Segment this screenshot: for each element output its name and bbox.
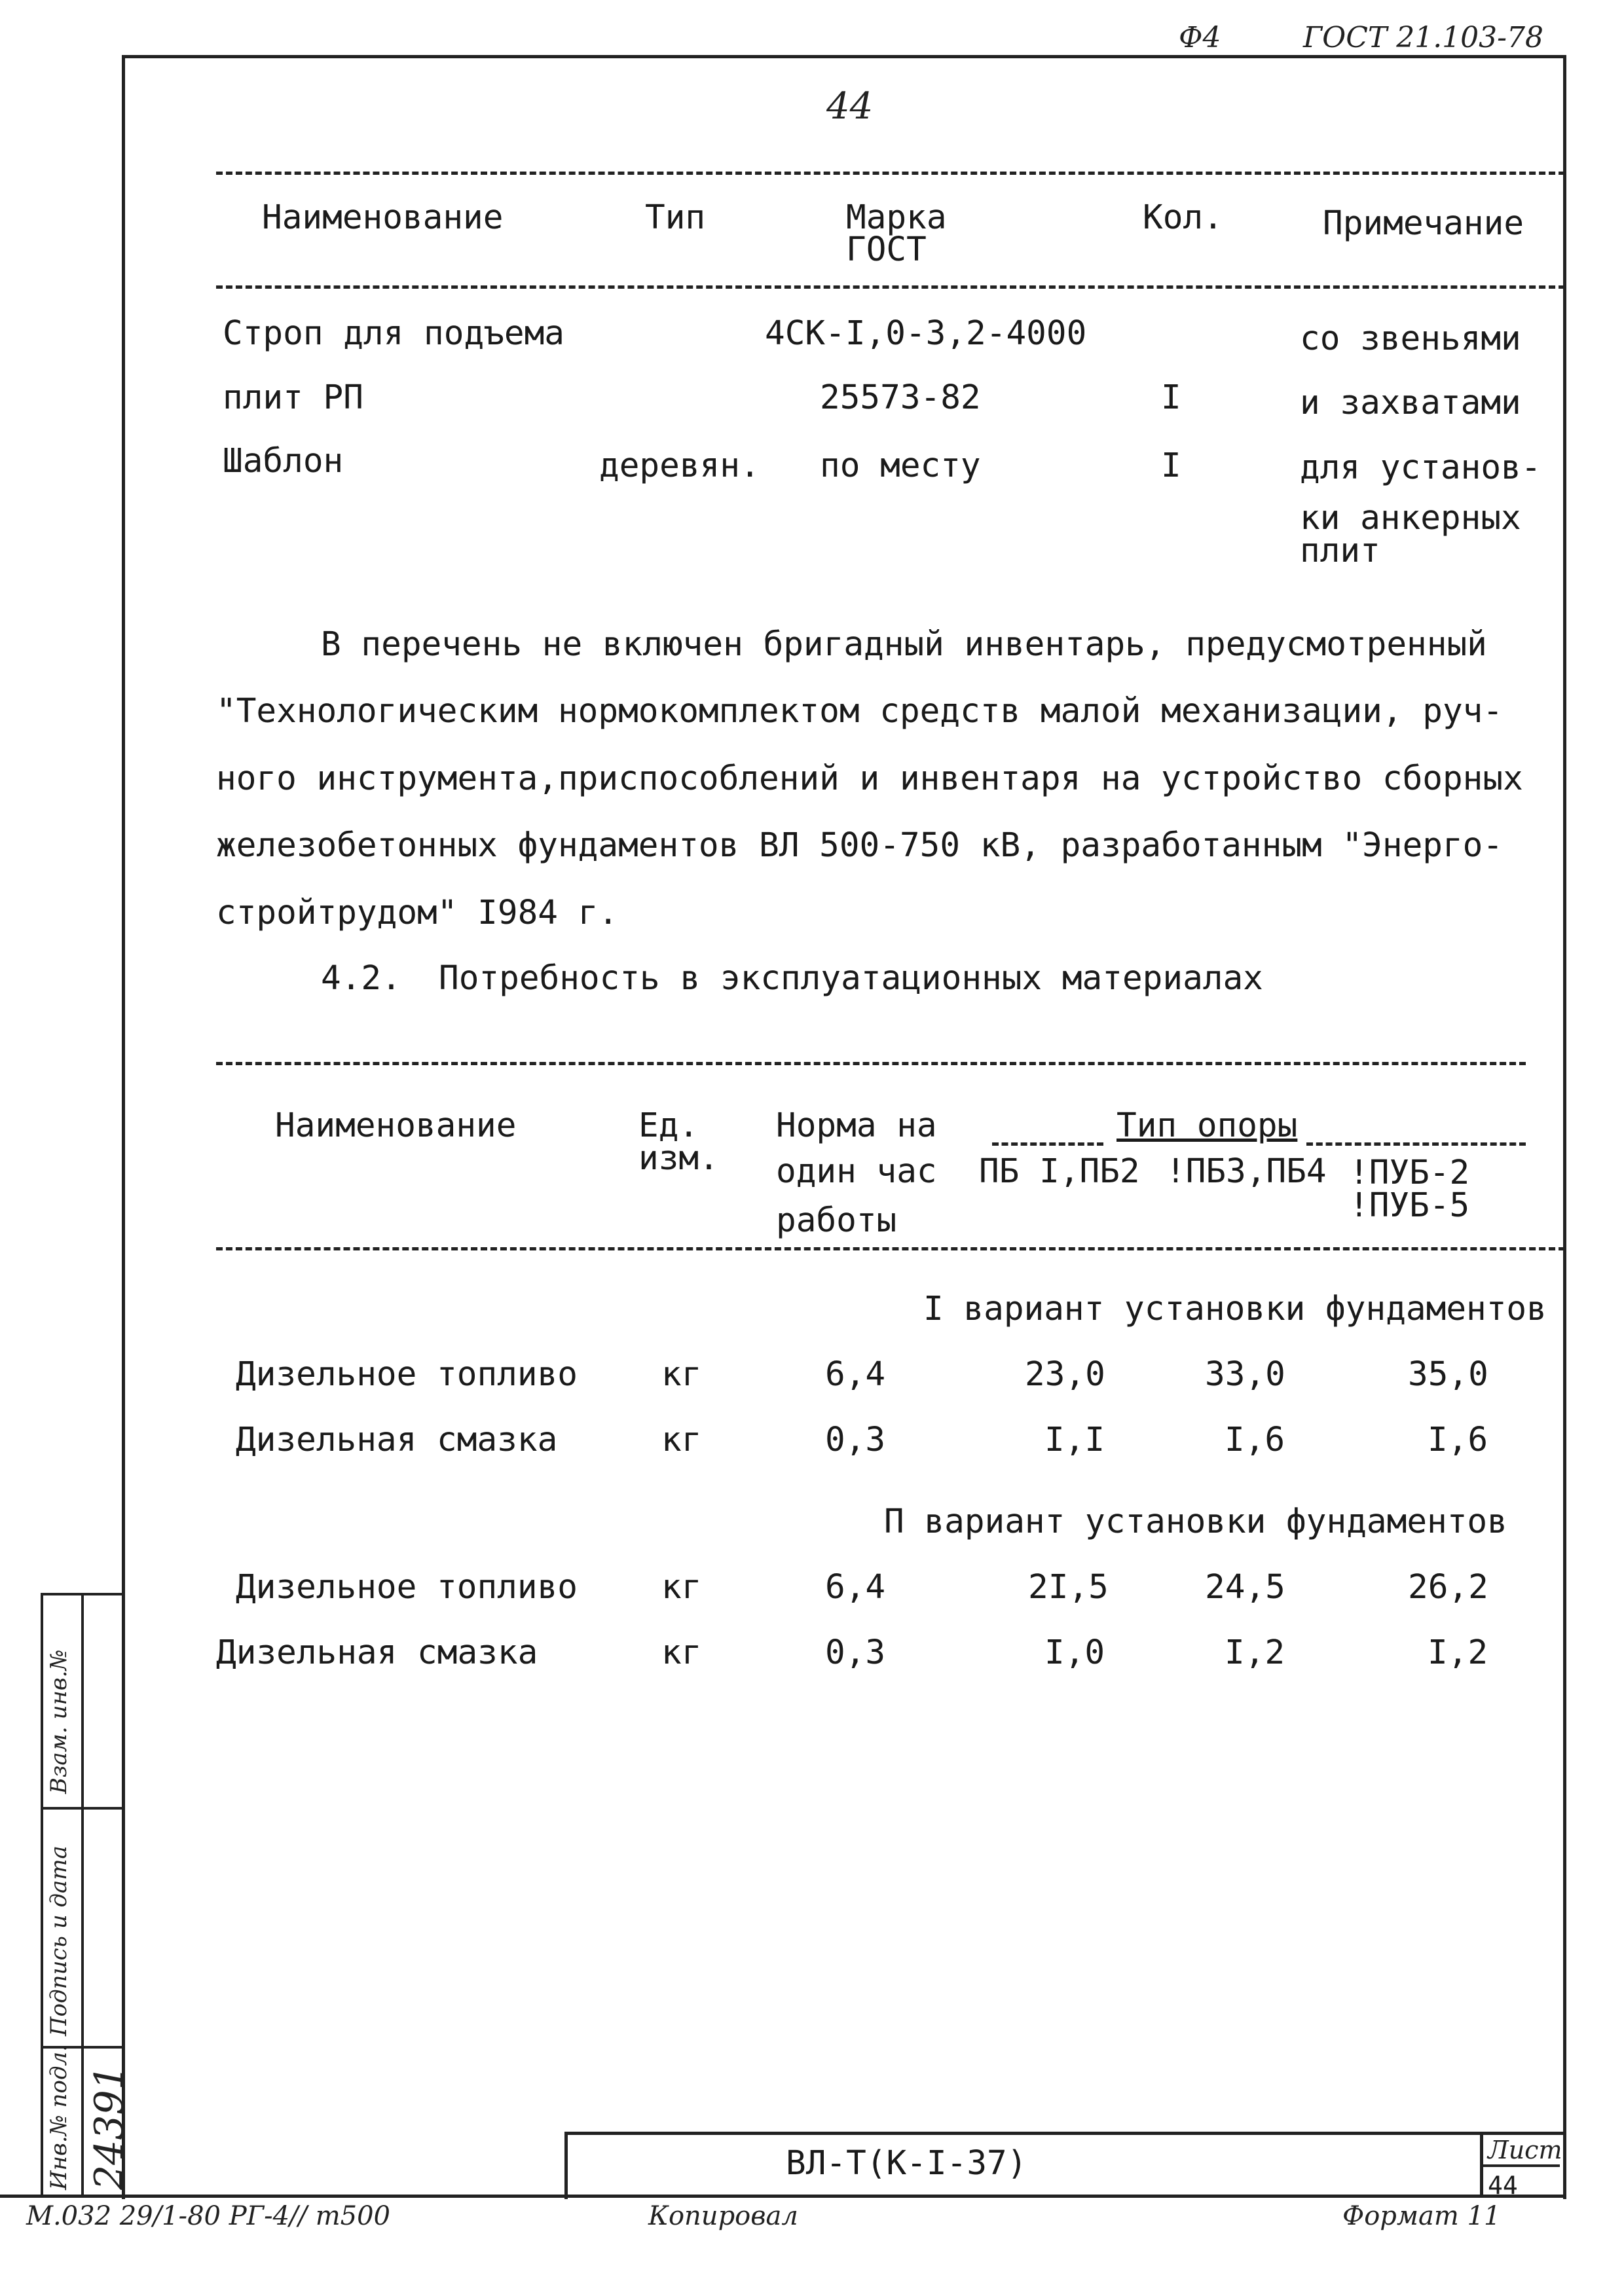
v1-row2-col3: I,6 <box>1428 1421 1488 1459</box>
paragraph-line-3: ного инструмента,приспособлений и инвентаря на устройство сборных <box>216 759 1523 798</box>
v1-row1-col3: 35,0 <box>1408 1355 1488 1394</box>
v2-row1-unit: кг <box>661 1568 702 1607</box>
title-block <box>564 2132 1563 2199</box>
table1-row2-mark: 25573-82 <box>820 378 981 417</box>
table2-type-rule-left <box>992 1142 1103 1146</box>
table1-row3-note: для установ- <box>1300 448 1541 487</box>
v1-row1-name: Дизельное топливо <box>236 1355 578 1394</box>
table1-row3-mark: по месту <box>820 446 981 485</box>
footer-copied: Копировал <box>648 2201 798 2231</box>
sheet-label: Лист <box>1488 2136 1562 2164</box>
variant-1-heading: I вариант установки фундаментов <box>923 1290 1547 1328</box>
table1-note-cont2: плит <box>1300 532 1380 570</box>
table2-header-name: Наименование <box>275 1106 517 1145</box>
side-inv-number: 24391 <box>86 2065 132 2190</box>
variant-2-heading: П вариант установки фундаментов <box>884 1503 1507 1541</box>
footer-left: М.032 29/1-80 РГ-4// т500 <box>26 2201 390 2231</box>
v1-row1-col1: 23,0 <box>1025 1355 1105 1394</box>
title-block-divider <box>1480 2132 1483 2196</box>
table2-header-norm-2: один час <box>776 1152 937 1191</box>
v1-row2-col1: I,I <box>1044 1421 1105 1459</box>
paragraph-line-4: железобетонных фундаментов ВЛ 500-750 кВ, разработанным "Энерго- <box>216 826 1504 865</box>
v2-row1-col3: 26,2 <box>1408 1568 1488 1607</box>
section-title: Потребность в эксплуатационных материалах <box>439 959 1263 998</box>
v1-row2-norm: 0,3 <box>825 1421 886 1459</box>
section-number: 4.2. <box>321 959 401 998</box>
table2-header-pole-type: Тип опоры <box>1116 1106 1298 1145</box>
side-sign-label: Подпись и дата <box>46 1846 72 2036</box>
v2-row1-col1: 2I,5 <box>1028 1568 1109 1607</box>
table2-type-rule-right <box>1306 1142 1526 1146</box>
table1-header-gost: ГОСТ <box>846 230 927 269</box>
paragraph-line-2: "Технологическим нормокомплектом средств малой механизации, руч- <box>216 692 1504 731</box>
table1-row3-name: Шаблон <box>223 442 344 481</box>
table1-header-note: Примечание <box>1323 204 1524 243</box>
table2-header-col3-a: !ПУБ-2 <box>1349 1154 1470 1192</box>
sheet-number: 44 <box>1488 2171 1518 2200</box>
v2-row2-norm: 0,3 <box>825 1633 886 1672</box>
format-code: Ф4 <box>1179 21 1221 54</box>
table2-header-unit-2: изм. <box>638 1139 719 1178</box>
v2-row2-col3: I,2 <box>1428 1633 1488 1672</box>
table1-header-qty: Кол. <box>1143 198 1223 237</box>
footer-format: Формат 11 <box>1342 2201 1501 2231</box>
table2-header-col1: ПБ I,ПБ2 <box>979 1152 1140 1191</box>
table1-row1-note: со звеньями <box>1300 319 1521 358</box>
table2-header-col2: !ПБ3,ПБ4 <box>1166 1152 1327 1191</box>
table1-row1-mark: 4СК-I,0-3,2-4000 <box>765 314 1087 353</box>
table1-row3-type: деревян. <box>599 446 760 485</box>
paragraph-line-5: стройтрудом" I984 г. <box>216 894 619 932</box>
v1-row2-col2: I,6 <box>1225 1421 1285 1459</box>
v1-row1-col2: 33,0 <box>1205 1355 1285 1394</box>
table1-header-type: Тип <box>645 198 706 237</box>
table1-row3-qty: I <box>1161 446 1181 485</box>
table2-top-rule <box>216 1062 1526 1065</box>
side-stamp-divider <box>81 1593 84 2195</box>
table2-header-rule <box>216 1247 1565 1250</box>
v1-row1-norm: 6,4 <box>825 1355 886 1394</box>
table1-header-name: Наименование <box>262 198 504 237</box>
side-stamp-rule-1 <box>41 1807 122 1810</box>
v2-row1-norm: 6,4 <box>825 1568 886 1607</box>
v2-row1-col2: 24,5 <box>1205 1568 1285 1607</box>
title-block-sheet-rule <box>1483 2164 1560 2167</box>
table2-header-norm-1: Норма на <box>776 1106 937 1145</box>
document-code: ВЛ-Т(К-I-37) <box>786 2144 1027 2183</box>
table1-note-cont1: ки анкерных <box>1300 499 1521 538</box>
table1-row2-note: и захватами <box>1300 384 1521 422</box>
table2-header-norm-3: работы <box>776 1201 897 1240</box>
v2-row2-col1: I,0 <box>1044 1633 1105 1672</box>
paragraph-line-1: В перечень не включен бригадный инвентарь, предусмотренный <box>321 625 1487 664</box>
table1-header-mark: Марка <box>846 198 947 237</box>
table2-header-col3-b: !ПУБ-5 <box>1349 1186 1470 1225</box>
table1-row1-name: Строп для подъема <box>223 314 564 353</box>
v1-row1-unit: кг <box>661 1355 702 1394</box>
table1-row2-qty: I <box>1161 378 1181 417</box>
table2-header-unit-1: Ед. <box>638 1106 699 1145</box>
v1-row2-name: Дизельная смазка <box>236 1421 558 1459</box>
v2-row2-col2: I,2 <box>1225 1633 1285 1672</box>
table1-row2-name: плит РП <box>223 378 363 417</box>
page-number: 44 <box>826 85 874 128</box>
side-replace-label: Взам. инв.№ <box>46 1649 72 1794</box>
v1-row2-unit: кг <box>661 1421 702 1459</box>
gost-reference: ГОСТ 21.103-78 <box>1303 21 1544 54</box>
table1-top-rule <box>216 172 1565 175</box>
v2-row2-unit: кг <box>661 1633 702 1672</box>
side-inv-label: Инв.№ подл. <box>46 2045 72 2190</box>
v2-row2-name: Дизельная смазка <box>216 1633 538 1672</box>
v2-row1-name: Дизельное топливо <box>236 1568 578 1607</box>
table1-header-rule <box>216 285 1565 289</box>
